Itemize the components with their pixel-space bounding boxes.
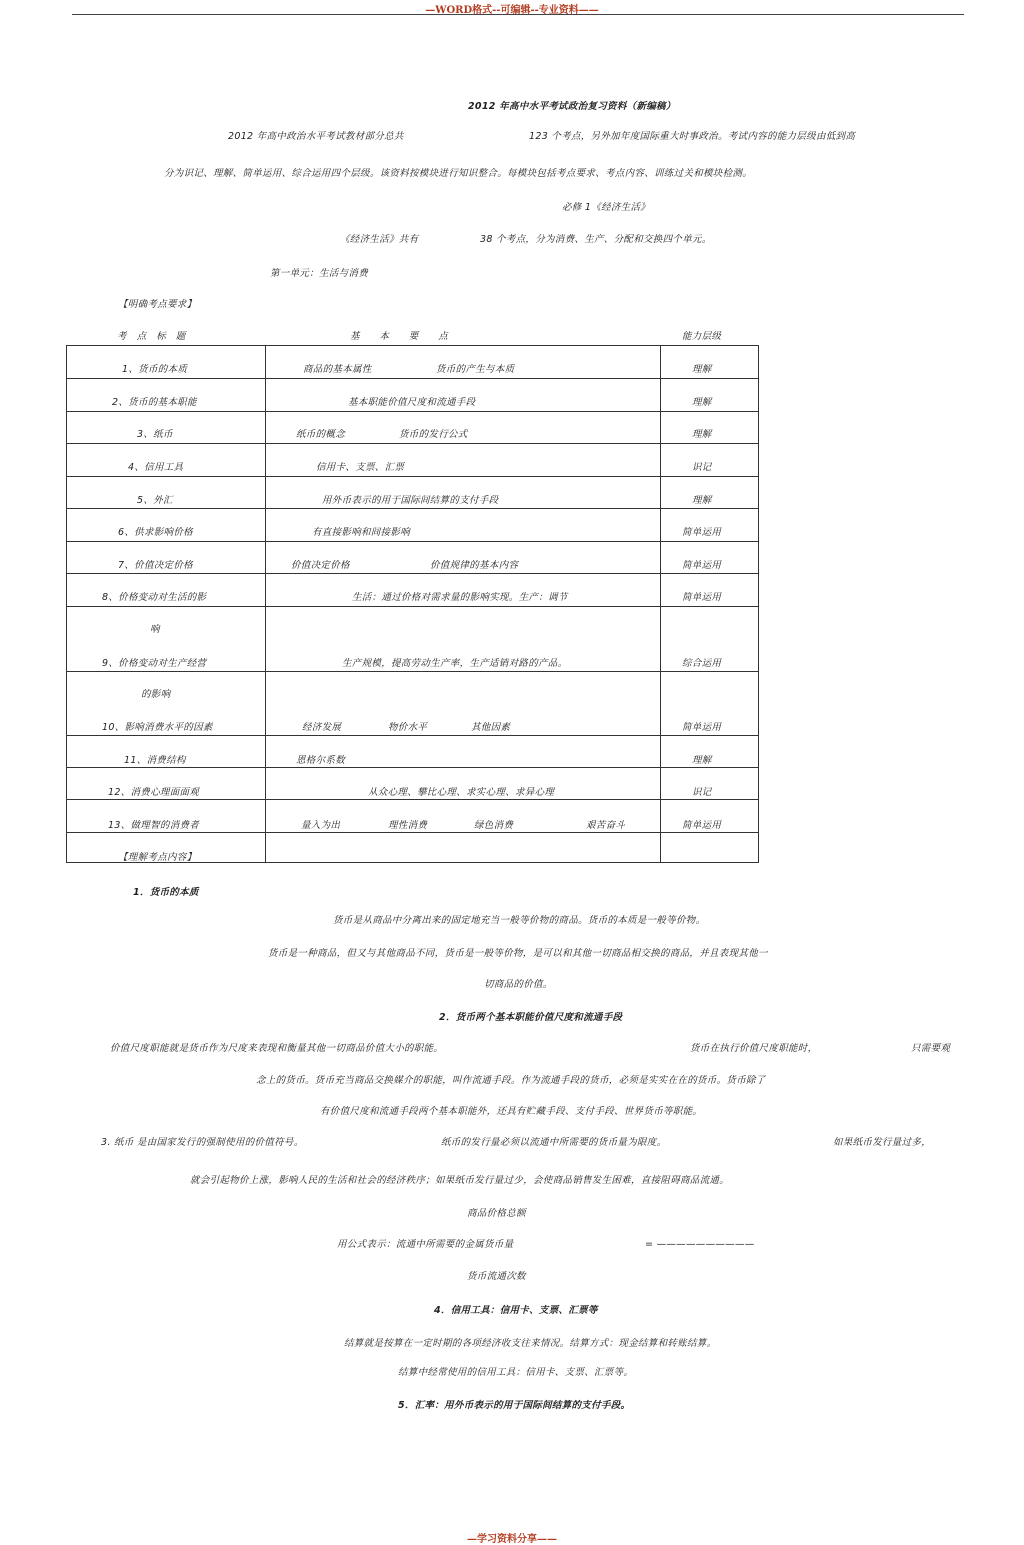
table-row-divider xyxy=(67,443,758,444)
section-2-line: 只需要观 xyxy=(911,1043,951,1054)
table-row-level: 理解 xyxy=(692,364,712,375)
table-row-level: 简单运用 xyxy=(682,722,722,733)
table-row-level: 理解 xyxy=(692,495,712,506)
page-header: —WORD格式--可编辑--专业资料—— xyxy=(425,5,599,16)
unit-title: 第一单元：生活与消费 xyxy=(270,268,369,279)
formula-denominator: 货币流通次数 xyxy=(467,1271,526,1282)
table-row-title: 7、价值决定价格 xyxy=(118,560,193,571)
table-row-divider xyxy=(67,508,758,509)
table-row-level: 综合运用 xyxy=(682,658,722,669)
table-row-title: 4、信用工具 xyxy=(128,462,184,473)
section-2-line: 有价值尺度和流通手段两个基本职能外，还具有贮藏手段、支付手段、世界货币等职能。 xyxy=(320,1106,703,1117)
table-row-level: 理解 xyxy=(692,397,712,408)
section-4-line: 结算中经常使用的信用工具：信用卡、支票、汇票等。 xyxy=(398,1367,634,1378)
section-1-line: 货币是从商品中分离出来的固定地充当一般等价物的商品。货币的本质是一般等价物。 xyxy=(333,915,706,926)
header-divider xyxy=(72,14,964,15)
table-row-title: 9、价格变动对生产经营 xyxy=(102,658,207,669)
table-row-divider xyxy=(67,541,758,542)
section-2-title: 2．货币两个基本职能价值尺度和流通手段 xyxy=(439,1012,623,1023)
table-row-divider xyxy=(67,735,758,736)
formula-label: 用公式表示：流通中所需要的金属货币量 xyxy=(337,1239,514,1250)
table-row-title: 1、货币的本质 xyxy=(122,364,188,375)
section-3-line: 如果纸币发行量过多， xyxy=(833,1137,932,1148)
table-row-divider xyxy=(67,832,758,833)
section-3-line: 就会引起物价上涨，影响人民的生活和社会的经济秩序；如果纸币发行量过少，会使商品销售发生困难，直接阻碍商品流通。 xyxy=(190,1175,730,1186)
table-row-divider xyxy=(67,573,758,574)
section-2-line: 念上的货币。货币充当商品交换媒介的职能，叫作流通手段。作为流通手段的货币，必须是实实在在的货币。货币除了 xyxy=(256,1075,766,1086)
section-1-title: 1．货币的本质 xyxy=(133,887,199,898)
table-row-divider xyxy=(67,799,758,800)
table-row-point: 货币的发行公式 xyxy=(399,429,468,440)
table-row-title: 3、纸币 xyxy=(137,429,173,440)
module-summary-right: 38 个考点，分为消费、生产、分配和交换四个单元。 xyxy=(480,234,712,245)
formula-fraction-bar: = —————————— xyxy=(645,1239,755,1250)
table-row-title: 10、影响消费水平的因素 xyxy=(102,722,213,733)
table-row-title: 13、做理智的消费者 xyxy=(108,820,200,831)
table-row-point: 基本职能价值尺度和流通手段 xyxy=(348,397,476,408)
module-title: 必修 1《经济生活》 xyxy=(562,202,651,213)
section-2-line: 货币在执行价值尺度职能时， xyxy=(690,1043,818,1054)
intro-line-2: 分为识记、理解、简单运用、综合运用四个层级。该资料按模块进行知识整合。每模块包括考点要求、考点内容、训练过关和模块检测。 xyxy=(164,168,753,179)
intro-line-1-left: 2012 年高中政治水平考试教材部分总共 xyxy=(228,131,404,142)
table-row-point: 经济发展 xyxy=(302,722,342,733)
requirements-table xyxy=(66,345,759,863)
table-row-point: 价值决定价格 xyxy=(291,560,350,571)
table-row-level: 简单运用 xyxy=(682,560,722,571)
table-row-title-cont: 响 xyxy=(150,624,160,635)
content-heading: 【理解考点内容】 xyxy=(118,852,197,863)
table-row-point: 量入为出 xyxy=(301,820,341,831)
table-row-point: 纸币的概念 xyxy=(296,429,346,440)
requirements-heading: 【明确考点要求】 xyxy=(118,299,197,310)
table-row-point: 其他因素 xyxy=(471,722,511,733)
table-row-level: 简单运用 xyxy=(682,592,722,603)
table-row-point: 商品的基本属性 xyxy=(303,364,372,375)
table-row-level: 理解 xyxy=(692,755,712,766)
table-row-point: 从众心理、攀比心理、求实心理、求异心理 xyxy=(368,787,555,798)
table-row-title: 8、价格变动对生活的影 xyxy=(102,592,207,603)
table-row-level: 简单运用 xyxy=(682,527,722,538)
table-row-divider xyxy=(67,671,758,672)
table-row-point: 物价水平 xyxy=(388,722,428,733)
table-row-point: 信用卡、支票、汇票 xyxy=(316,462,405,473)
table-row-level: 识记 xyxy=(692,787,712,798)
table-row-point: 生产规模，提高劳动生产率，生产适销对路的产品。 xyxy=(342,658,568,669)
table-header-level: 能力层级 xyxy=(682,331,722,342)
table-row-point: 货币的产生与本质 xyxy=(436,364,515,375)
table-row-divider xyxy=(67,378,758,379)
intro-line-1-right: 123 个考点，另外加年度国际重大时事政治。考试内容的能力层级由低到高 xyxy=(529,131,856,142)
table-row-point: 绿色消费 xyxy=(474,820,514,831)
table-row-title: 5、外汇 xyxy=(137,495,173,506)
table-row-point: 艰苦奋斗 xyxy=(586,820,626,831)
table-header-points: 基 本 要 点 xyxy=(350,331,449,342)
table-row-title-cont: 的影响 xyxy=(141,689,171,700)
table-row-point: 恩格尔系数 xyxy=(296,755,346,766)
module-summary-left: 《经济生活》共有 xyxy=(340,234,419,245)
table-row-point: 理性消费 xyxy=(388,820,428,831)
table-row-level: 简单运用 xyxy=(682,820,722,831)
section-1-line: 切商品的价值。 xyxy=(484,979,553,990)
section-3-line: 纸币的发行量必须以流通中所需要的货币量为限度。 xyxy=(441,1137,667,1148)
section-5-title: 5．汇率：用外币表示的用于国际间结算的支付手段。 xyxy=(398,1400,631,1411)
table-row-level: 识记 xyxy=(692,462,712,473)
table-row-title: 12、消费心理面面观 xyxy=(108,787,200,798)
table-row-title: 11、消费结构 xyxy=(124,755,186,766)
section-2-line: 价值尺度职能就是货币作为尺度来表现和衡量其他一切商品价值大小的职能。 xyxy=(110,1043,444,1054)
section-4-line: 结算就是按算在一定时期的各项经济收支往来情况。结算方式：现金结算和转账结算。 xyxy=(344,1338,717,1349)
doc-title: 2012 年高中水平考试政治复习资料（新编稿） xyxy=(468,101,676,112)
table-row-point: 生活：通过价格对需求量的影响实现。生产：调节 xyxy=(352,592,568,603)
table-row-point: 有直接影响和间接影响 xyxy=(312,527,411,538)
table-col-divider xyxy=(265,346,266,862)
table-row-level: 理解 xyxy=(692,429,712,440)
table-header-title: 考 点 标 题 xyxy=(117,331,186,342)
section-3-line: 3. 纸币 是由国家发行的强制使用的价值符号。 xyxy=(101,1137,304,1148)
table-row-title: 2、货币的基本职能 xyxy=(112,397,197,408)
table-row-divider xyxy=(67,411,758,412)
table-row-point: 价值规律的基本内容 xyxy=(430,560,519,571)
table-row-divider xyxy=(67,606,758,607)
table-col-divider xyxy=(660,346,661,862)
section-4-title: 4．信用工具：信用卡、支票、汇票等 xyxy=(434,1305,598,1316)
table-row-title: 6、供求影响价格 xyxy=(118,527,193,538)
page-footer: —学习资料分享—— xyxy=(467,1534,557,1545)
formula-numerator: 商品价格总额 xyxy=(467,1208,526,1219)
section-1-line: 货币是一种商品，但又与其他商品不同，货币是一般等价物，是可以和其他一切商品相交换的商品，并且表现其他一 xyxy=(268,948,768,959)
table-row-point: 用外币表示的用于国际间结算的支付手段 xyxy=(322,495,499,506)
table-row-divider xyxy=(67,476,758,477)
table-row-divider xyxy=(67,767,758,768)
